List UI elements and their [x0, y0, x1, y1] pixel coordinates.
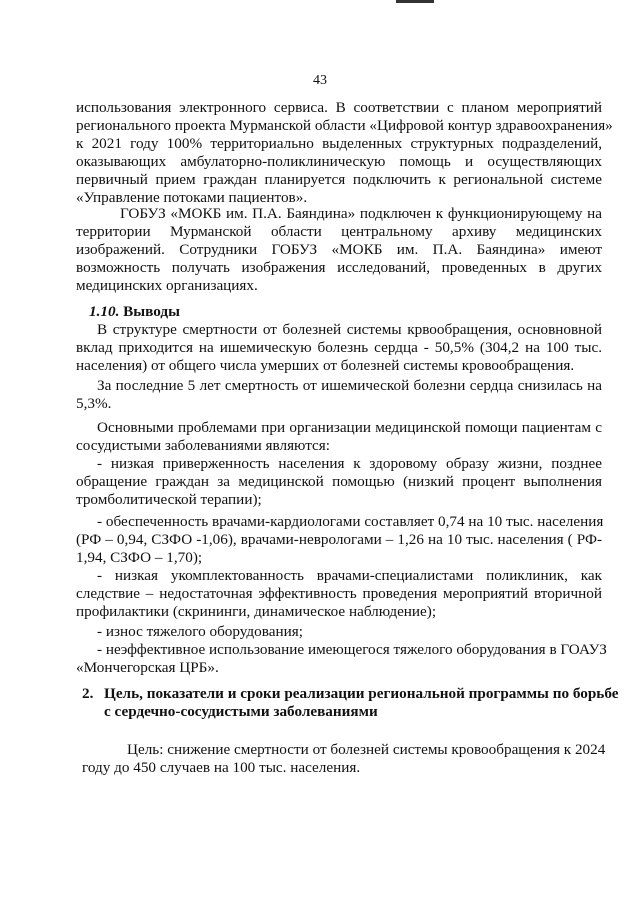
paragraph-1-line: «Управление потоками пациентов». [76, 189, 308, 206]
bullet-3-line: профилактики (скрининги, динамическое наблюдение); [76, 603, 437, 620]
scan-artifact [396, 0, 434, 3]
paragraph-2-line: медицинских организациях. [76, 277, 258, 294]
page-number: 43 [313, 73, 327, 88]
paragraph-1-line: оказывающих амбулаторно-поликлиническую помощь и осуществляющих [76, 153, 602, 170]
paragraph-4-line: За последние 5 лет смертность от ишемической болезни сердца снизилась на [97, 377, 602, 394]
paragraph-2-line: территории Мурманской области центральному архиву медицинских [76, 223, 602, 240]
bullet-1-line: тромболитической терапии); [76, 491, 262, 508]
paragraph-2-line: изображений. Сотрудники ГОБУЗ «МОКБ им. П.А. Баяндина» имеют [76, 241, 602, 258]
paragraph-5-line: сосудистыми заболеваниями являются: [76, 437, 330, 454]
section-title: Выводы [123, 303, 180, 320]
bullet-5-line: «Мончегорская ЦРБ». [76, 659, 219, 676]
paragraph-1-line: первичный прием граждан планируется подключить к региональной системе [76, 171, 602, 188]
section-2-title-line: Цель, показатели и сроки реализации региональной программы по борьбе [104, 685, 619, 702]
bullet-1-line: - низкая приверженность населения к здоровому образу жизни, позднее [97, 455, 602, 472]
paragraph-2-line: ГОБУЗ «МОКБ им. П.А. Баяндина» подключен к функционирующему на [120, 205, 602, 222]
paragraph-1-line: к 2021 году 100% территориально выделенных структурных подразделений, [76, 135, 602, 152]
paragraph-3-line: В структуре смертности от болезней системы крвообращения, основновной [97, 321, 602, 338]
bullet-3-line: следствие – недостаточная эффективность проведения мероприятий вторичной [76, 585, 602, 602]
paragraph-4-line: 5,3%. [76, 395, 112, 412]
bullet-5-line: - неэффективное использование имеющегося тяжелого оборудования в ГОАУЗ [97, 641, 607, 658]
paragraph-1-line: использования электронного сервиса. В соответствии с планом мероприятий [76, 99, 602, 116]
section-2-number: 2. [82, 685, 94, 702]
paragraph-5-line: Основными проблемами при организации медицинской помощи пациентам с [97, 419, 602, 436]
bullet-2-line: (РФ – 0,94, СЗФО -1,06), врачами-неврологами – 1,26 на 10 тыс. населения ( РФ- [76, 531, 602, 548]
paragraph-2-line: возможность получать изображения исследований, проведенных в других [76, 259, 602, 276]
section-heading-1-10 [89, 303, 180, 321]
bullet-2-line: - обеспеченность врачами-кардиологами составляет 0,74 на 10 тыс. населения [97, 513, 604, 530]
bullet-4-line: - износ тяжелого оборудования; [97, 623, 303, 640]
paragraph-3-line: вклад приходится на ишемическую болезнь сердца - 50,5% (304,2 на 100 тыс. [76, 339, 602, 356]
bullet-2-line: 1,94, СЗФО – 1,70); [76, 549, 203, 566]
goal-line: Цель: снижение смертности от болезней системы кровообращения к 2024 [127, 741, 606, 758]
section-number: 1.10. [89, 303, 120, 320]
bullet-1-line: обращение граждан за медицинской помощью (низкий процент выполнения [76, 473, 602, 490]
paragraph-3-line: населения) от общего числа умерших от болезней системы кровообращения. [76, 357, 575, 374]
bullet-3-line: - низкая укомплектованность врачами-специалистами поликлиник, как [97, 567, 602, 584]
paragraph-1-line: регионального проекта Мурманской области «Цифровой контур здравоохранения» [76, 117, 613, 134]
goal-line: году до 450 случаев на 100 тыс. населения. [82, 759, 361, 776]
section-2-title-line: с сердечно-сосудистыми заболеваниями [104, 703, 378, 720]
